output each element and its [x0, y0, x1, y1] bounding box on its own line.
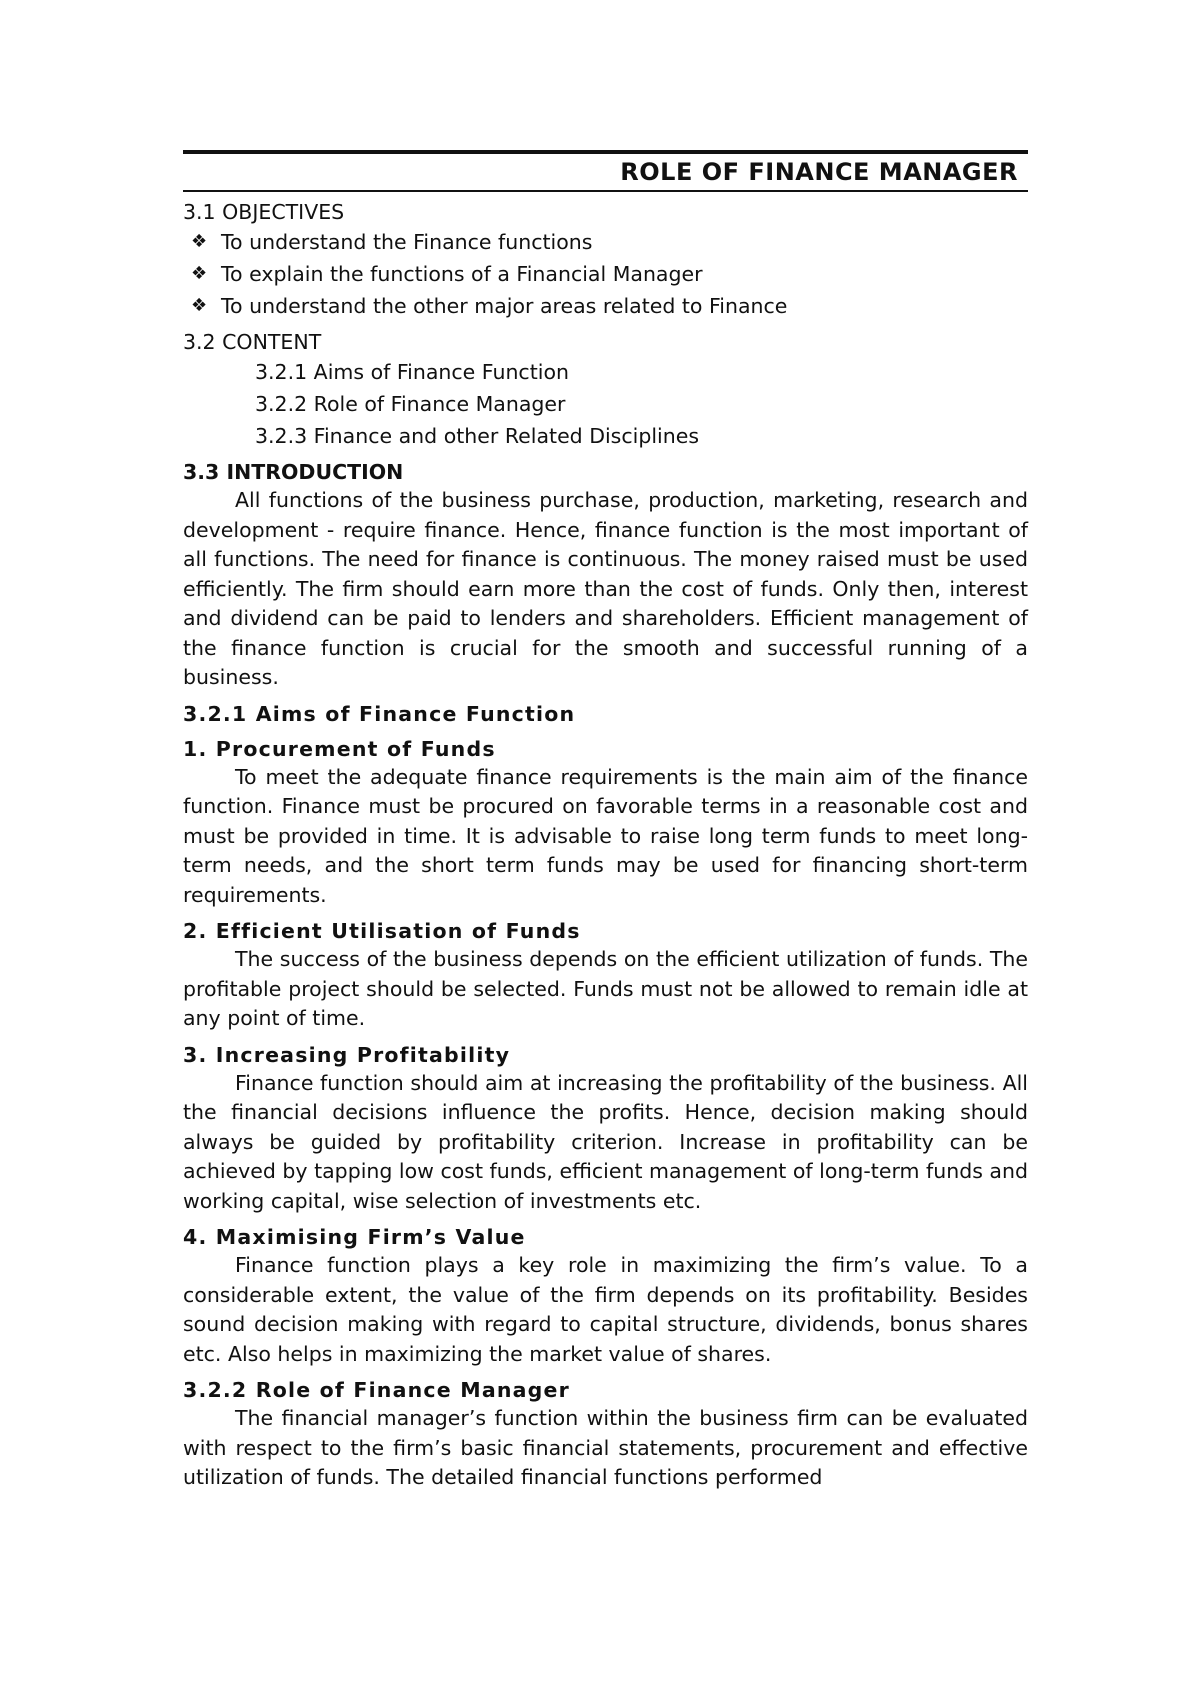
list-item [191, 290, 1028, 322]
aim-heading-profitability: 3. Increasing Profitability [183, 1042, 511, 1067]
list-item [191, 226, 1028, 258]
content-heading: 3.2 CONTENT [183, 330, 322, 354]
list-item-text: To explain the functions of a Financial Manager [221, 262, 703, 286]
introduction-heading: 3.3 INTRODUCTION [183, 460, 404, 484]
aim-paragraph-firm-value: Finance function plays a key role in maximizing the firm’s value. To a considerable extent, the value of the firm depends on its profitability. Besides sound decision making with regard to capital structure, dividends, bonus shares etc. Also helps in maximizing the market value of shares. [183, 1253, 1028, 1366]
page-title: ROLE OF FINANCE MANAGER [620, 158, 1018, 186]
aim-heading-firm-value: 4. Maximising Firm’s Value [183, 1225, 526, 1249]
aim-paragraph-profitability: Finance function should aim at increasing the profitability of the business. All the financial decisions influence the profits. Hence, decision making should always be guided by profitability criterion. Increase in profitability can be achieved by tapping low cost funds, efficient management of long-term funds and working capital, wise selection of investments etc. [183, 1070, 1028, 1213]
role-paragraph: The financial manager’s function within the business firm can be evaluated with respect to the firm’s basic financial statements, procurement and effective utilization of funds. The detailed financial functions performed [183, 1406, 1028, 1489]
objectives-list [183, 226, 1028, 322]
title-rule [183, 190, 1028, 192]
diamond-bullet-icon: ❖ [191, 263, 208, 284]
aim-paragraph-utilisation: The success of the business depends on the efficient utilization of funds. The profitable project should be selected. Funds must not be allowed to remain idle at any point of time. [183, 947, 1028, 1030]
document-page [183, 150, 1028, 1493]
role-heading: 3.2.2 Role of Finance Manager [183, 1378, 570, 1402]
content-list [183, 356, 1028, 452]
aim-paragraph-procurement: To meet the adequate finance requirements is the main aim of the finance function. Finance must be procured on favorable terms in a reasonable cost and must be provided in time. It is advisable to raise long term funds to meet long-term needs, and the short term funds may be used for financing short-term requirements. [183, 764, 1028, 907]
objectives-heading: 3.1 OBJECTIVES [183, 200, 345, 224]
list-item-text: To understand the other major areas related to Finance [221, 294, 788, 318]
aims-heading: 3.2.1 Aims of Finance Function [183, 701, 576, 726]
list-item: 3.2.3 Finance and other Related Disciplines [255, 424, 700, 448]
diamond-bullet-icon: ❖ [191, 231, 208, 252]
list-item [191, 258, 1028, 290]
list-item-text: To understand the Finance functions [221, 230, 593, 254]
list-item: 3.2.2 Role of Finance Manager [255, 392, 566, 416]
introduction-paragraph: All functions of the business purchase, production, marketing, research and development - require finance. Hence, finance function is the most important of all functions. The need for finance is continuous. The money raised must be used efficiently. The firm should earn more than the cost of funds. Only then, interest and dividend can be paid to lenders and shareholders. Efficient management of the finance function is crucial for the smooth and successful running of a business. [183, 488, 1028, 689]
list-item: 3.2.1 Aims of Finance Function [255, 360, 569, 384]
diamond-bullet-icon: ❖ [191, 295, 208, 316]
aim-heading-procurement: 1. Procurement of Funds [183, 736, 496, 761]
aim-heading-utilisation: 2. Efficient Utilisation of Funds [183, 919, 581, 943]
